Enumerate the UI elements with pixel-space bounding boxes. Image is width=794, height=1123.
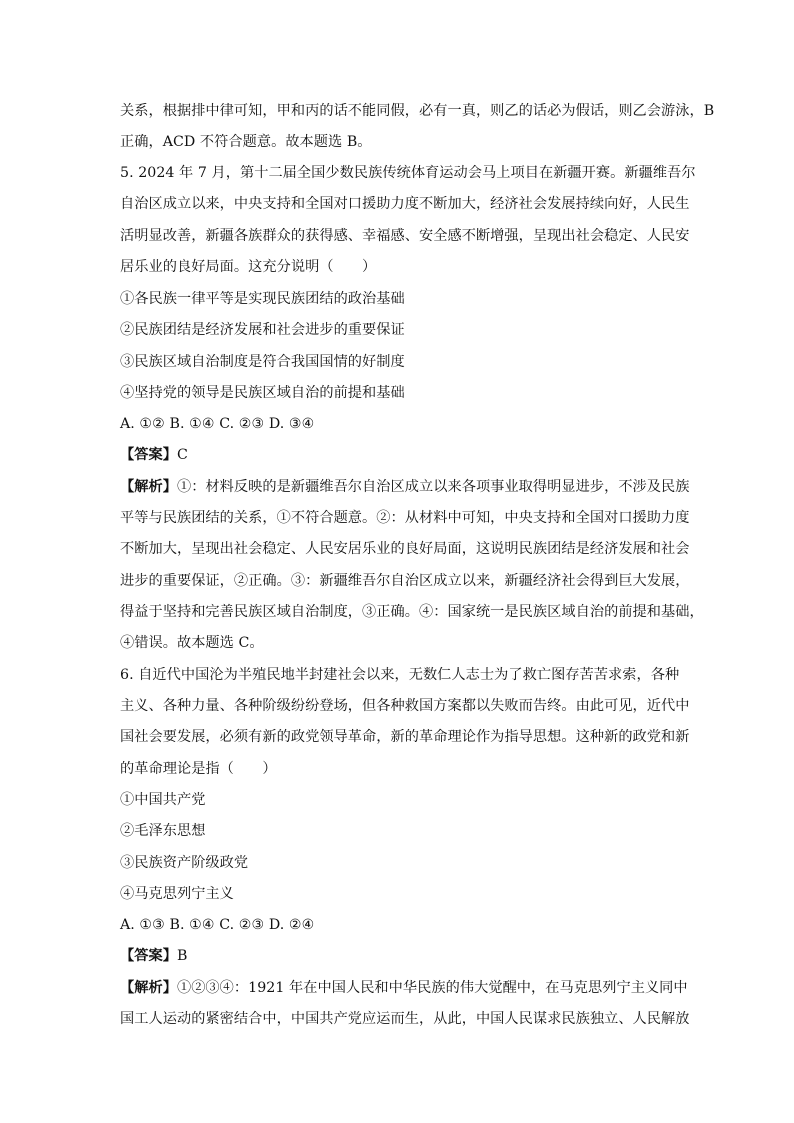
question-6-stem: 6. 自近代中国沦为半殖民地半封建社会以来，无数仁人志士为了救亡图存苦苦求索，各种 <box>120 667 680 683</box>
option-item: ②毛泽东思想 <box>120 823 206 839</box>
option-item: ④坚持党的领导是民族区域自治的前提和基础 <box>120 385 405 401</box>
option-item: ④马克思列宁主义 <box>120 886 234 902</box>
answer-line <box>120 445 680 465</box>
text-line: 主义、各种力量、各种阶级纷纷登场，但各种救国方案都以失败而告终。由此可见，近代中 <box>120 698 690 714</box>
choices-line: A. ①② B. ①④ C. ②③ D. ③④ <box>120 416 315 432</box>
option-item: ③民族资产阶级政党 <box>120 855 249 871</box>
text-line: 活明显改善，新疆各族群众的获得感、幸福感、安全感不断增强，呈现出社会稳定、人民安 <box>120 228 690 244</box>
text-line: 居乐业的良好局面。这充分说明（ ） <box>120 259 377 275</box>
question-5-stem: 5. 2024 年 7 月，第十二届全国少数民族传统体育运动会马上项目在新疆开赛。新疆维吾尔 <box>120 165 696 181</box>
text-line: ④错误。故本题选 C。 <box>120 635 264 651</box>
option-item: ②民族团结是经济发展和社会进步的重要保证 <box>120 322 405 338</box>
option-item: ①中国共产党 <box>120 792 206 808</box>
text-line: 平等与民族团结的关系，①不符合题意。②：从材料中可知，中央支持和全国对口援助力度 <box>120 510 690 526</box>
text-line: 国社会要发展，必须有新的政党领导革命，新的革命理论作为指导思想。这种新的政党和新 <box>120 729 690 745</box>
text-line: 不断加大，呈现出社会稳定、人民安居乐业的良好局面，这说明民族团结是经济发展和社会 <box>120 541 690 557</box>
analysis-line <box>120 978 688 998</box>
analysis-label: 【解析】 <box>120 479 177 495</box>
analysis-label: 【解析】 <box>120 980 177 996</box>
text-line: 的革命理论是指（ ） <box>120 761 277 777</box>
option-item: ③民族区域自治制度是符合我国国情的好制度 <box>120 354 405 370</box>
choices-line: A. ①③ B. ①④ C. ②③ D. ②④ <box>120 917 315 933</box>
text-line: 正确，ACD 不符合题意。故本题选 B。 <box>120 134 372 150</box>
text-line: 关系，根据排中律可知，甲和丙的话不能同假，必有一真，则乙的话必为假话，则乙会游泳，B <box>120 103 715 119</box>
answer-value: B <box>176 948 188 964</box>
text-line: 得益于坚持和完善民族区域自治制度，③正确。④：国家统一是民族区域自治的前提和基础， <box>120 604 704 620</box>
answer-label: 【答案】 <box>120 948 177 964</box>
answer-value: C <box>176 447 188 463</box>
text-line: 国工人运动的紧密结合中，中国共产党应运而生，从此，中国人民谋求民族独立、人民解放 <box>120 1011 690 1027</box>
analysis-line <box>120 477 690 497</box>
text-line: 自治区成立以来，中央支持和全国对口援助力度不断加大，经济社会发展持续向好，人民生 <box>120 196 690 212</box>
option-item: ①各民族一律平等是实现民族团结的政治基础 <box>120 291 405 307</box>
answer-label: 【答案】 <box>120 447 177 463</box>
analysis-text: ①②③④：1921 年在中国人民和中华民族的伟大觉醒中，在马克思列宁主义同中 <box>176 980 688 996</box>
analysis-text: ①：材料反映的是新疆维吾尔自治区成立以来各项事业取得明显进步，不涉及民族 <box>176 479 690 495</box>
answer-line <box>120 946 680 966</box>
text-line: 进步的重要保证，②正确。③：新疆维吾尔自治区成立以来，新疆经济社会得到巨大发展， <box>120 573 690 589</box>
